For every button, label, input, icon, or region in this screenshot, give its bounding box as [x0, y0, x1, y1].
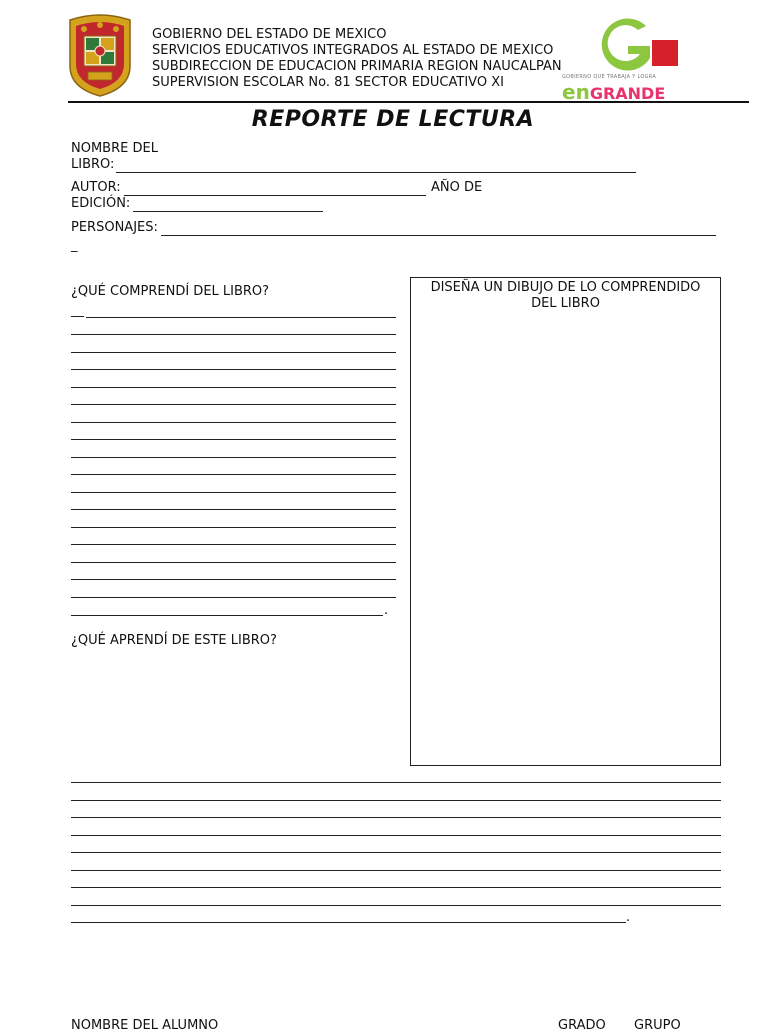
nombre-libro-label: NOMBRE DEL [71, 141, 158, 156]
drawing-caption-2: DEL LIBRO [531, 296, 600, 311]
writing-line[interactable] [71, 615, 383, 616]
personajes-continuation: _ [71, 238, 78, 253]
anio-label-2: EDICIÓN: [71, 196, 131, 211]
anio-label: AÑO DE [431, 180, 483, 195]
personajes-label: PERSONAJES: [71, 220, 158, 235]
aprendi-end: . [626, 910, 631, 925]
writing-line[interactable] [71, 887, 721, 888]
writing-line[interactable] [71, 579, 396, 580]
writing-line[interactable] [71, 387, 396, 388]
grupo-label: GRUPO [634, 1018, 681, 1033]
state-seal-icon [64, 14, 136, 98]
header-line-3: SUBDIRECCIÓN DE EDUCACIÓN PRIMARIA REGIÓN NAUCALPAN [152, 59, 562, 74]
writing-line[interactable] [71, 782, 721, 783]
drawing-box[interactable] [410, 277, 721, 766]
writing-line[interactable] [71, 492, 396, 493]
writing-line[interactable] [71, 544, 396, 545]
logo-word-en: en [562, 80, 590, 104]
personajes-line[interactable] [161, 235, 716, 236]
comprendi-question: ¿QUÉ COMPRENDÍ DEL LIBRO? [71, 284, 270, 299]
anio-line[interactable] [133, 211, 323, 212]
writing-line[interactable] [71, 817, 721, 818]
alumno-label: NOMBRE DEL ALUMNO [71, 1018, 219, 1033]
header-line-4: SUPERVISIÓN ESCOLAR No. 81 SECTOR EDUCATIVO XI [152, 75, 504, 90]
autor-line[interactable] [124, 195, 426, 196]
writing-line[interactable] [71, 334, 396, 335]
engrande-logo [560, 14, 684, 102]
logo-word-grande: GRANDE [589, 84, 666, 103]
writing-line[interactable] [71, 562, 396, 563]
writing-line[interactable] [71, 474, 396, 475]
writing-line[interactable] [71, 905, 721, 906]
grado-label: GRADO [558, 1018, 606, 1033]
comprendi-lead: __ [71, 303, 84, 318]
writing-line[interactable] [71, 439, 396, 440]
writing-line[interactable] [71, 870, 721, 871]
writing-line[interactable] [71, 597, 396, 598]
writing-line[interactable] [71, 835, 721, 836]
writing-line[interactable] [71, 527, 396, 528]
writing-line[interactable] [71, 852, 721, 853]
writing-line[interactable] [71, 922, 626, 923]
page-title: REPORTE DE LECTURA [251, 107, 535, 132]
header-divider [68, 101, 749, 103]
writing-line[interactable] [71, 509, 396, 510]
writing-line[interactable] [71, 457, 396, 458]
aprendi-question: ¿QUÉ APRENDÍ DE ESTE LIBRO? [71, 633, 277, 648]
header-line-2: SERVICIOS EDUCATIVOS INTEGRADOS AL ESTADO DE MÉXICO [152, 43, 554, 58]
nombre-libro-label-2: LIBRO: [71, 157, 115, 172]
writing-line[interactable] [71, 404, 396, 405]
logo-tagline: GOBIERNO QUE TRABAJA Y LOGRA [562, 74, 657, 80]
writing-line[interactable] [86, 317, 396, 318]
comprendi-end: . [384, 603, 389, 618]
drawing-caption-1: DISEÑA UN DIBUJO DE LO COMPRENDIDO [430, 280, 701, 295]
nombre-libro-line[interactable] [116, 172, 636, 173]
writing-line[interactable] [71, 800, 721, 801]
header-line-1: GOBIERNO DEL ESTADO DE MEXICO [152, 27, 387, 42]
autor-label: AUTOR: [71, 180, 121, 195]
writing-line[interactable] [71, 352, 396, 353]
writing-line[interactable] [71, 369, 396, 370]
engrande-g-icon [560, 14, 684, 74]
header-text [152, 27, 562, 91]
writing-line[interactable] [71, 422, 396, 423]
